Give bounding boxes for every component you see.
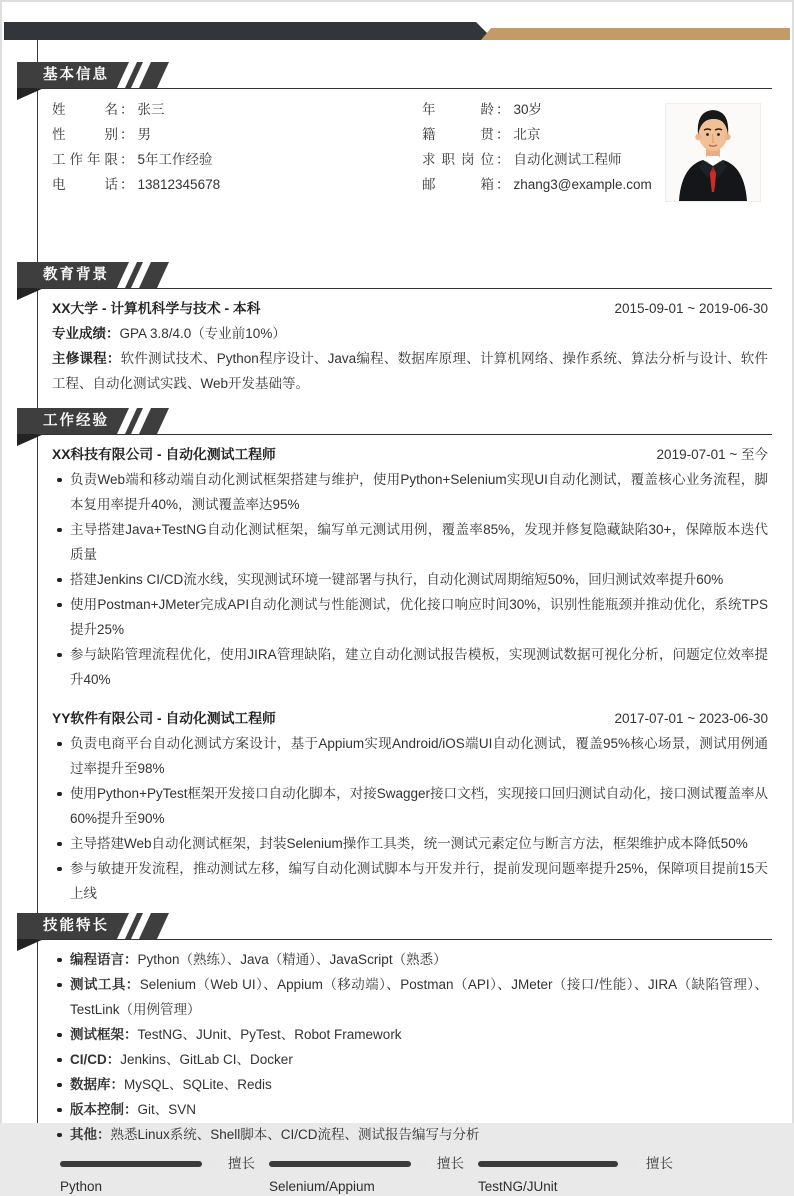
section-rule — [37, 88, 772, 89]
field-value: zhang3@example.com — [513, 177, 652, 192]
bullet-item: 使用Python+PyTest框架开发接口自动化脚本，对接Swagger接口文档，实现接口回归测试自动化，接口测试覆盖率从60%提升至90% — [70, 781, 768, 831]
basic-info-block — [52, 97, 768, 207]
bullet-item: 搭建Jenkins CI/CD流水线，实现测试环境一键部署与执行，自动化测试周期缩短50%，回归测试效率提升60% — [70, 567, 768, 592]
bullet-item: 主导搭建Java+TestNG自动化测试框架，编写单元测试用例，覆盖率85%，发现并修复隐藏缺陷30+，保障版本迭代质量 — [70, 517, 768, 567]
section-header-skills — [17, 913, 772, 939]
field-colon: ： — [120, 177, 134, 192]
skill-item — [70, 1097, 768, 1122]
skill-text: Jenkins、GitLab CI、Docker — [120, 1052, 293, 1067]
field-label: 年龄 — [422, 102, 494, 117]
field-name — [52, 97, 422, 122]
field-value: 张三 — [137, 102, 165, 117]
skill-bar-python — [60, 1157, 269, 1196]
education-heading-row — [52, 296, 768, 321]
courses-row — [52, 346, 768, 396]
field-experience-years — [52, 147, 422, 172]
resume-content — [2, 2, 792, 1196]
skill-item — [70, 972, 768, 1022]
field-colon: ： — [496, 127, 510, 142]
bullet-item: 主导搭建Web自动化测试框架，封装Selenium操作工具类，统一测试元素定位与断言方法，框架维护成本降低50% — [70, 831, 768, 856]
work-block — [52, 442, 768, 906]
job-entry — [52, 442, 768, 692]
field-value: 5年工作经验 — [137, 152, 213, 167]
skill-item — [70, 1022, 768, 1047]
field-label: 邮箱 — [422, 177, 494, 192]
skill-label: 版本控制： — [70, 1102, 138, 1117]
section-title: 技能特长 — [43, 918, 109, 934]
skill-label: 其他： — [70, 1127, 111, 1142]
bullet-item: 参与敏捷开发流程，推动测试左移，编写自动化测试脚本与开发并行，提前发现问题率提升25%，保障项目提前15天上线 — [70, 856, 768, 906]
field-colon: ： — [120, 127, 134, 142]
section-title: 基本信息 — [43, 67, 109, 83]
company-position: XX科技有限公司 - 自动化测试工程师 — [52, 447, 276, 462]
skills-block — [52, 947, 768, 1196]
skill-bar-track — [478, 1161, 637, 1167]
job-heading-row — [52, 442, 768, 467]
skill-label: 测试框架： — [70, 1027, 138, 1042]
skill-bar-track — [269, 1161, 428, 1167]
row-label: 专业成绩： — [52, 326, 120, 341]
skill-level-label: 擅长 — [228, 1156, 255, 1171]
skill-item — [70, 1122, 768, 1147]
job-bullet-list — [52, 731, 768, 906]
field-label: 性别 — [52, 127, 118, 142]
gpa-row — [52, 321, 768, 346]
section-rule — [37, 434, 772, 435]
skill-text: MySQL、SQLite、Redis — [124, 1077, 272, 1092]
bullet-item: 参与缺陷管理流程优化，使用JIRA管理缺陷，建立自动化测试报告模板，实现测试数据可视化分析，问题定位效率提升40% — [70, 642, 768, 692]
skill-text: Selenium（Web UI）、Appium（移动端）、Postman（API）、JMeter（接口/性能）、JIRA（缺陷管理）、TestLink（用例管理） — [70, 977, 768, 1017]
field-label: 电话 — [52, 177, 118, 192]
field-colon: ： — [496, 102, 510, 117]
job-bullet-list — [52, 467, 768, 692]
skill-text: Git、SVN — [137, 1102, 197, 1117]
skill-bars-row — [52, 1157, 768, 1196]
job-heading-row — [52, 706, 768, 731]
basic-info-left-column — [52, 97, 422, 197]
job-entry — [52, 706, 768, 906]
skill-label: CI/CD： — [70, 1052, 121, 1067]
section-rule — [37, 288, 772, 289]
field-colon: ： — [496, 177, 510, 192]
skill-text: TestNG、JUnit、PyTest、Robot Framework — [137, 1027, 402, 1042]
bullet-item: 使用Postman+JMeter完成API自动化测试与性能测试，优化接口响应时间30%，识别性能瓶颈并推动优化，系统TPS提升25% — [70, 592, 768, 642]
bullet-item: 负责电商平台自动化测试方案设计，基于Appium实现Android/iOS端UI自动化测试，覆盖95%核心场景，测试用例通过率提升至98% — [70, 731, 768, 781]
skill-bar-fill — [478, 1161, 618, 1167]
row-text: 软件测试技术、Python程序设计、Java编程、数据库原理、计算机网络、操作系统、算法分析与设计、软件工程、自动化测试实践、Web开发基础等。 — [52, 351, 769, 391]
date-range: 2017-07-01 ~ 2023-06-30 — [614, 711, 768, 726]
skill-bar-selenium-appium — [269, 1157, 478, 1196]
field-label: 工作年限 — [52, 152, 118, 167]
education-block — [52, 296, 768, 396]
field-colon: ： — [120, 152, 134, 167]
section-title: 工作经验 — [43, 413, 109, 429]
field-label: 籍贯 — [422, 127, 494, 142]
field-value: 北京 — [513, 127, 541, 142]
skill-label: 编程语言： — [70, 952, 138, 967]
section-rule — [37, 939, 772, 940]
row-label: 主修课程： — [52, 351, 121, 366]
field-value: 男 — [137, 127, 151, 142]
date-range: 2015-09-01 ~ 2019-06-30 — [614, 301, 768, 316]
skill-level-label: 擅长 — [646, 1156, 673, 1171]
skills-list — [52, 947, 768, 1147]
skill-bar-name: Python — [60, 1179, 103, 1194]
field-value: 自动化测试工程师 — [513, 152, 622, 167]
skill-item — [70, 947, 768, 972]
section-header-work — [17, 408, 772, 434]
skill-text: 熟悉Linux系统、Shell脚本、CI/CD流程、测试报告编写与分析 — [110, 1127, 480, 1142]
skill-bar-testng-junit — [478, 1157, 687, 1196]
section-title: 教育背景 — [43, 267, 109, 283]
skill-bar-name: Selenium/Appium — [269, 1179, 375, 1194]
field-gender — [52, 122, 422, 147]
field-value: 13812345678 — [137, 177, 221, 192]
section-header-education — [17, 262, 772, 288]
row-text: GPA 3.8/4.0（专业前10%） — [119, 326, 286, 341]
field-label: 求职岗位 — [422, 152, 494, 167]
skill-bar-fill — [60, 1161, 202, 1167]
section-header-basic-info — [17, 62, 772, 88]
field-colon: ： — [120, 102, 134, 117]
company-position: YY软件有限公司 - 自动化测试工程师 — [52, 711, 276, 726]
skill-text: Python（熟练）、Java（精通）、JavaScript（熟悉） — [137, 952, 447, 967]
field-phone — [52, 172, 422, 197]
field-colon: ： — [496, 152, 510, 167]
profile-photo — [665, 103, 761, 202]
skill-label: 数据库： — [70, 1077, 124, 1092]
skill-bar-name: TestNG/JUnit — [478, 1179, 558, 1194]
skill-level-label: 擅长 — [437, 1156, 464, 1171]
bullet-item: 负责Web端和移动端自动化测试框架搭建与维护，使用Python+Selenium实现UI自动化测试，覆盖核心业务流程，脚本复用率提升40%，测试覆盖率达95% — [70, 467, 768, 517]
date-range: 2019-07-01 ~ 至今 — [656, 447, 768, 462]
skill-item — [70, 1072, 768, 1097]
skill-bar-fill — [269, 1161, 411, 1167]
skill-bar-track — [60, 1161, 219, 1167]
school-degree: XX大学 - 计算机科学与技术 - 本科 — [52, 301, 261, 316]
skill-label: 测试工具： — [70, 977, 140, 992]
field-label: 姓名 — [52, 102, 118, 117]
profile-photo-illustration — [666, 104, 760, 201]
field-value: 30岁 — [513, 102, 543, 117]
skill-item — [70, 1047, 768, 1072]
